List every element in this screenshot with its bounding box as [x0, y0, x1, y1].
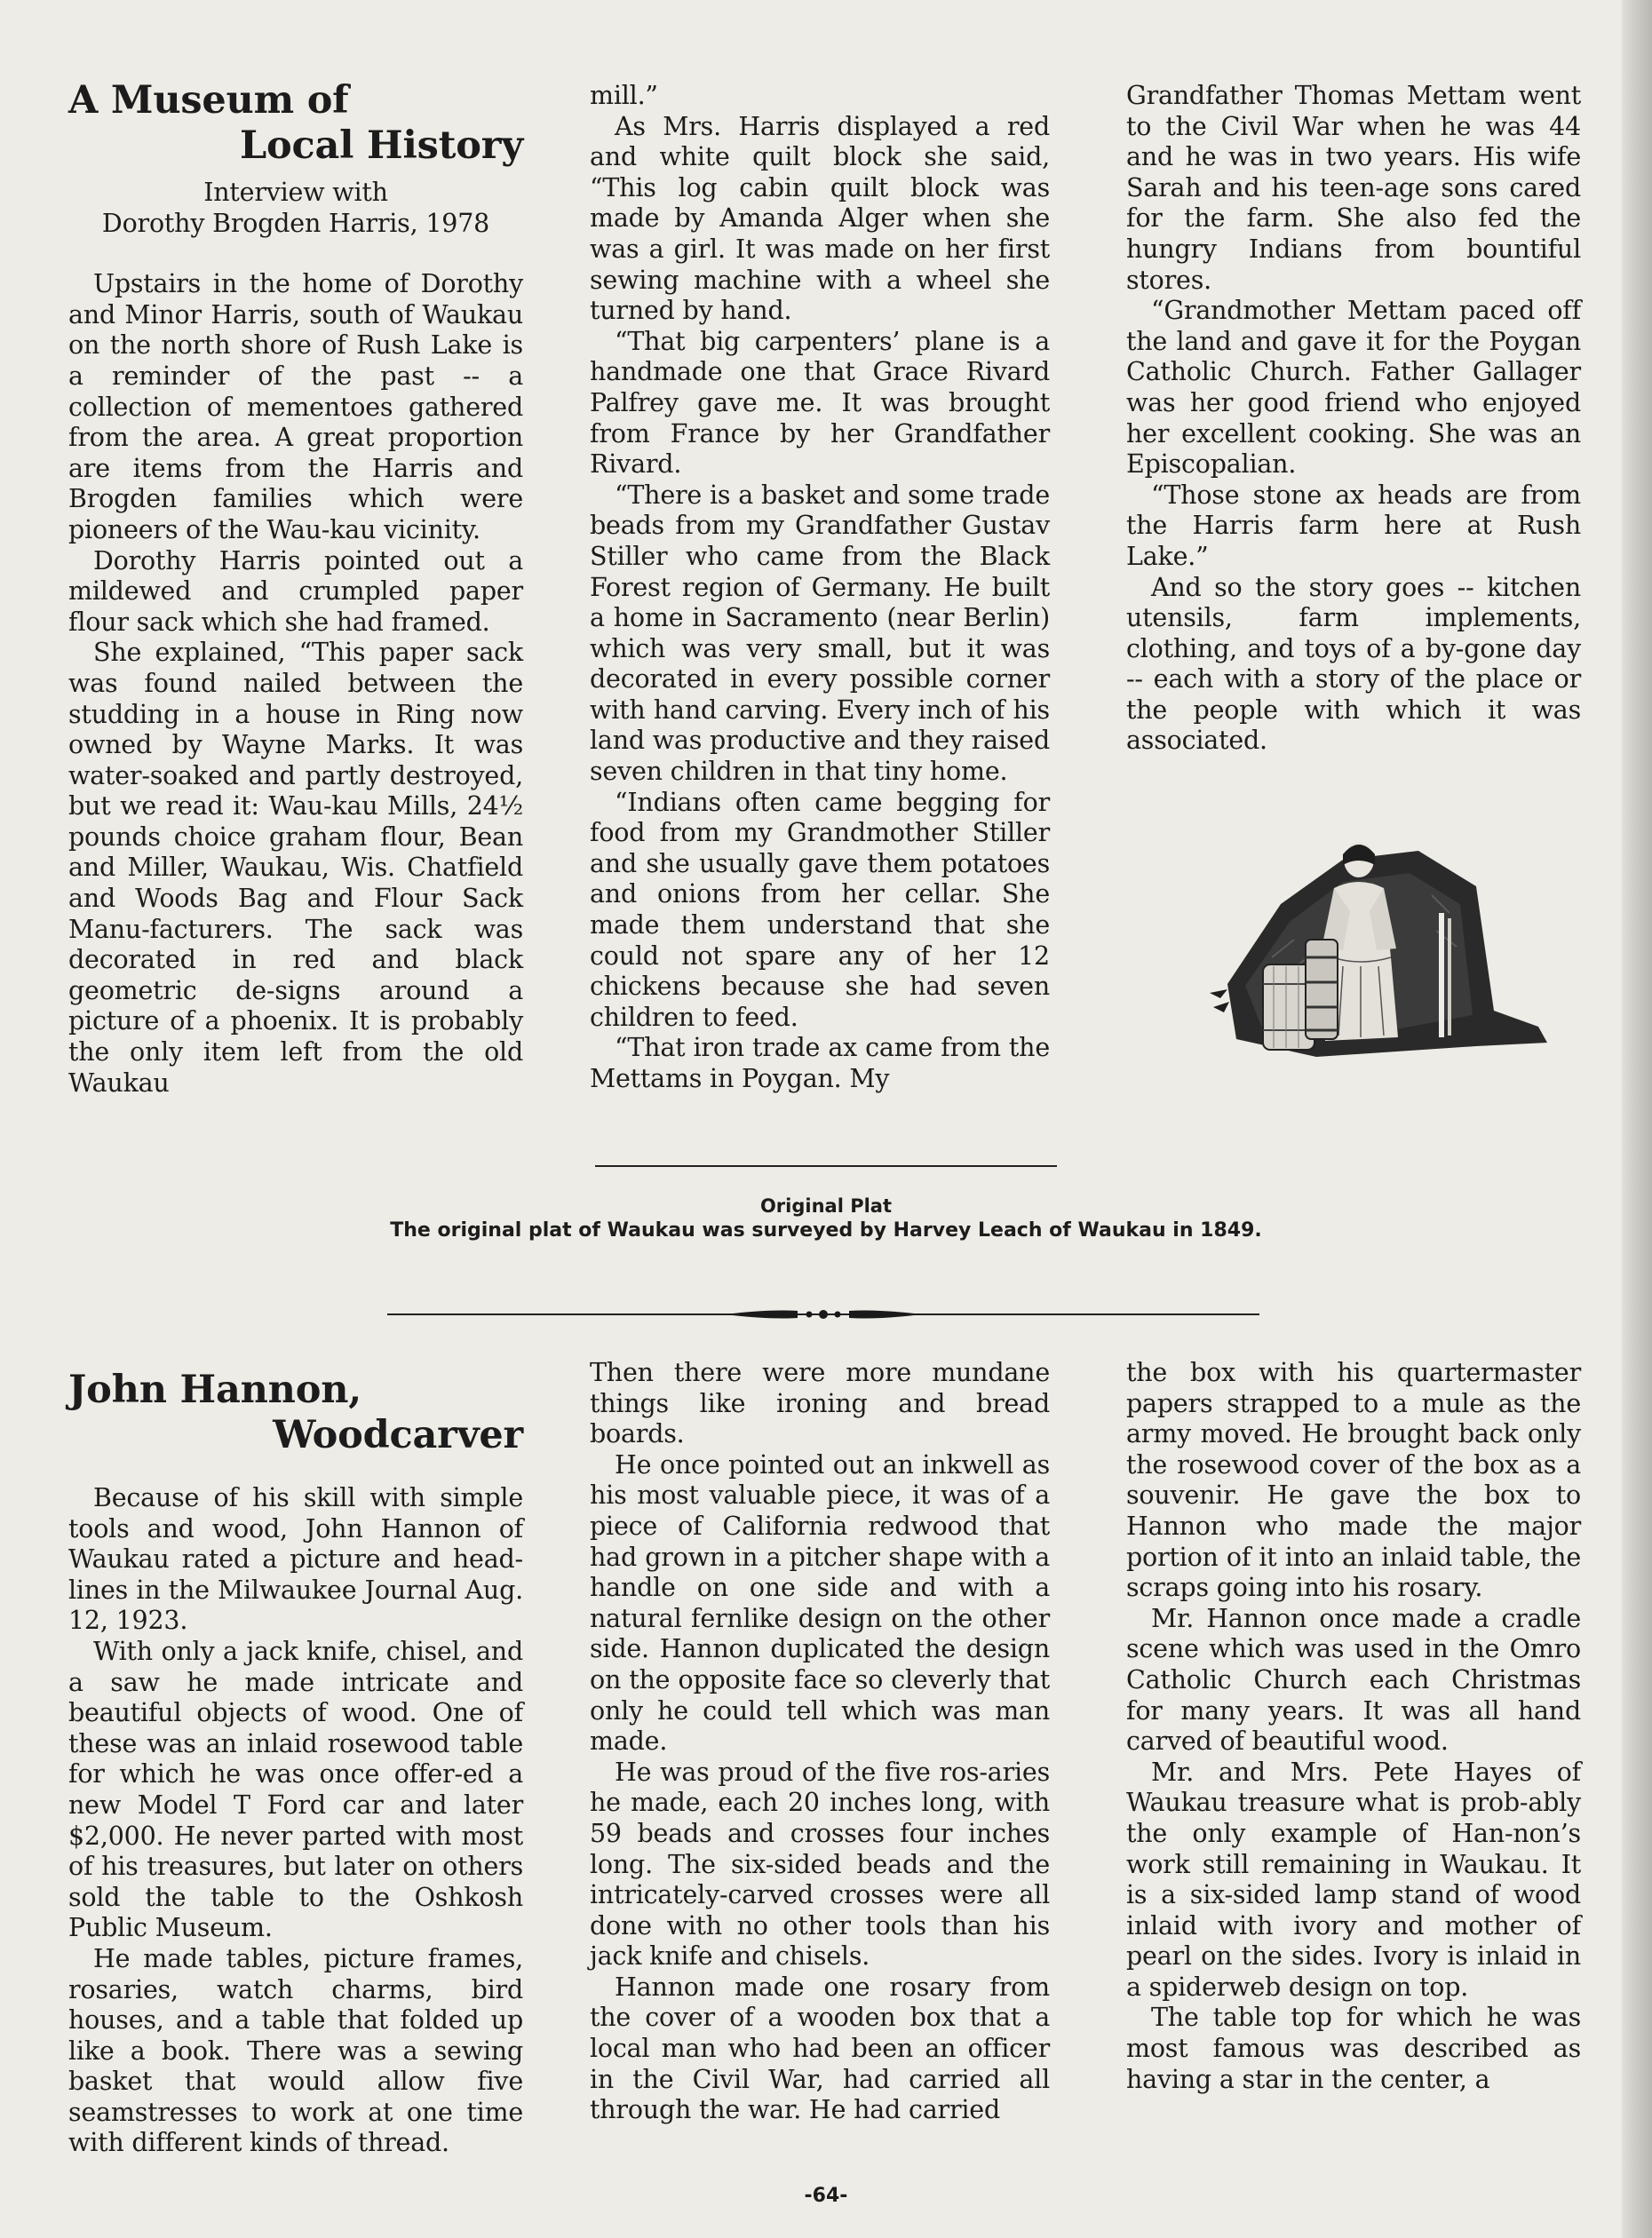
- paragraph: Then there were more mundane things like ironing and bread boards.: [590, 1358, 1050, 1449]
- article2-column-2: [590, 1358, 1050, 2126]
- article1-column-3: [1126, 81, 1581, 757]
- paragraph: The table top for which he was most famous was described as having a star in the center, a: [1126, 2003, 1581, 2094]
- paragraph: the box with his quartermaster papers strapped to a mule as the army moved. He brought back only the rosewood cover of the box as a souvenir. He gave the box to Hannon who made the major portion of it into an inlaid table, the scraps going into his rosary.: [1126, 1358, 1581, 1603]
- paragraph: And so the story goes -- kitchen utensils, farm implements, clothing, and toys of a by-gone day -- each with a story of the place or the people with which it was associated.: [1126, 572, 1581, 756]
- paragraph: “That iron trade ax came from the Mettams in Poygan. My: [590, 1033, 1050, 1093]
- article1-title: [68, 78, 523, 169]
- caption-title: Original Plat: [759, 1195, 893, 1217]
- article2-title-line1: John Hannon,: [68, 1368, 362, 1412]
- article2-title: [68, 1368, 523, 1458]
- article1-column-2: [590, 81, 1050, 1095]
- paragraph: She explained, “This paper sack was found nailed between the studding in a house in Ring now owned by Wayne Marks. It was water-soaked and partly destroyed, but we read it: Wau-kau Mills, 24½ pounds choice graham flour, Bean and Miller, Waukau, Wis. Chatfield and Woods Bag and Flour Sack Manu-facturers. The sack was decorated in red and black geometric de-signs around a picture of a phoenix. It is probably the only item left from the old Waukau: [68, 638, 523, 1098]
- article1-subtitle-line1: Interview with: [203, 178, 388, 207]
- article1-subtitle-line2: Dorothy Brogden Harris, 1978: [101, 208, 490, 238]
- paragraph: “That big carpenters’ plane is a handmade one that Grace Rivard Palfrey gave me. It was brought from France by her Grandfather Rivard.: [590, 326, 1050, 480]
- article1-column-1: [68, 78, 523, 1099]
- article1-title-line2: Local History: [239, 123, 523, 168]
- paragraph: Mr. and Mrs. Pete Hayes of Waukau treasure what is prob-ably the only example of Han-non’s work still remaining in Waukau. It is a six-sided lamp stand of wood inlaid with ivory and mother of pearl on the sides. Ivory is inlaid in a spiderweb design on top.: [1126, 1757, 1581, 2002]
- paragraph: He made tables, picture frames, rosaries, watch charms, bird houses, and a table that folded up like a book. There was a sewing basket that would allow five seamstresses to work at one time with different kinds of thread.: [68, 1943, 523, 2158]
- paragraph: “Indians often came begging for food from my Grandmother Stiller and she usually gave them potatoes and onions from her cellar. She made them understand that she could not spare any of her 12 chickens because she had seven children to feed.: [590, 787, 1050, 1032]
- paragraph: Because of his skill with simple tools and wood, John Hannon of Waukau rated a picture and head-lines in the Milwaukee Journal Aug. 12, 1923.: [68, 1483, 523, 1636]
- paragraph: As Mrs. Harris displayed a red and white quilt block she said, “This log cabin quilt block was made by Amanda Alger when she was a girl. It was made on her first sewing machine with a wheel she turned by hand.: [590, 111, 1050, 326]
- paragraph: Hannon made one rosary from the cover of a wooden box that a local man who had been an officer in the Civil War, had carried all through the war. He had carried: [590, 1972, 1050, 2125]
- paragraph: “Those stone ax heads are from the Harris farm here at Rush Lake.”: [1126, 480, 1581, 571]
- article2-title-line2: Woodcarver: [273, 1413, 523, 1457]
- paragraph: He was proud of the five ros-aries he made, each 20 inches long, with 59 beads and crosses four inches long. The six-sided beads and the intricately-carved crosses were all done with no other tools than his jack knife and chisels.: [590, 1757, 1050, 1972]
- caption-text: The original plat of Waukau was surveyed by Harvey Leach of Waukau in 1849.: [390, 1219, 1262, 1242]
- paragraph: “Grandmother Mettam paced off the land and gave it for the Poygan Catholic Church. Father Gallager was her good friend who enjoyed her excellent cooking. She was an Episcopalian.: [1126, 296, 1581, 480]
- paragraph: With only a jack knife, chisel, and a saw he made intricate and beautiful objects of wood. One of these was an inlaid rosewood table for which he was once offer-ed a new Model T Ford car and later $2,000. He never parted with most of his treasures, but later on others sold the table to the Oshkosh Public Museum.: [68, 1636, 523, 1943]
- page-edge: [1622, 0, 1652, 2238]
- article2-column-1: [68, 1368, 523, 2159]
- paragraph: mill.”: [590, 81, 658, 110]
- paragraph: Grandfather Thomas Mettam went to the Civil War when he was 44 and he was in two years. His wife Sarah and his teen-age sons cared for the farm. She also fed the hungry Indians from bountiful stores.: [1126, 81, 1581, 295]
- page-number: -64-: [804, 2185, 848, 2207]
- ornamental-divider: [387, 1306, 1259, 1323]
- paragraph: Dorothy Harris pointed out a mildewed and crumpled paper flour sack which she had framed.: [68, 545, 523, 637]
- caption-rule: [595, 1165, 1057, 1167]
- woman-at-barrel-illustration: [1210, 833, 1556, 1071]
- article2-column-3: [1126, 1358, 1581, 2095]
- paragraph: He once pointed out an inkwell as his most valuable piece, it was of a piece of California redwood that had grown in a pitcher shape with a handle on one side and with a natural fernlike design on the other side. Hannon duplicated the design on the opposite face so cleverly that only he could tell which was man made.: [590, 1449, 1050, 1757]
- paragraph: Mr. Hannon once made a cradle scene which was used in the Omro Catholic Church each Christmas for many years. It was all hand carved of beautiful wood.: [1126, 1603, 1581, 1757]
- article1-title-line1: A Museum of: [68, 78, 349, 123]
- paragraph: Upstairs in the home of Dorothy and Minor Harris, south of Waukau on the north shore of Rush Lake is a reminder of the past -- a collection of mementoes gathered from the area. A great proportion are items from the Harris and Brogden families which were pioneers of the Wau-kau vicinity.: [68, 269, 523, 544]
- paragraph: “There is a basket and some trade beads from my Grandfather Gustav Stiller who came from the Black Forest region of Germany. He built a home in Sacramento (near Berlin) which was very small, but it was decorated in every possible corner with hand carving. Every inch of his land was productive and they raised seven children in that tiny home.: [590, 480, 1050, 787]
